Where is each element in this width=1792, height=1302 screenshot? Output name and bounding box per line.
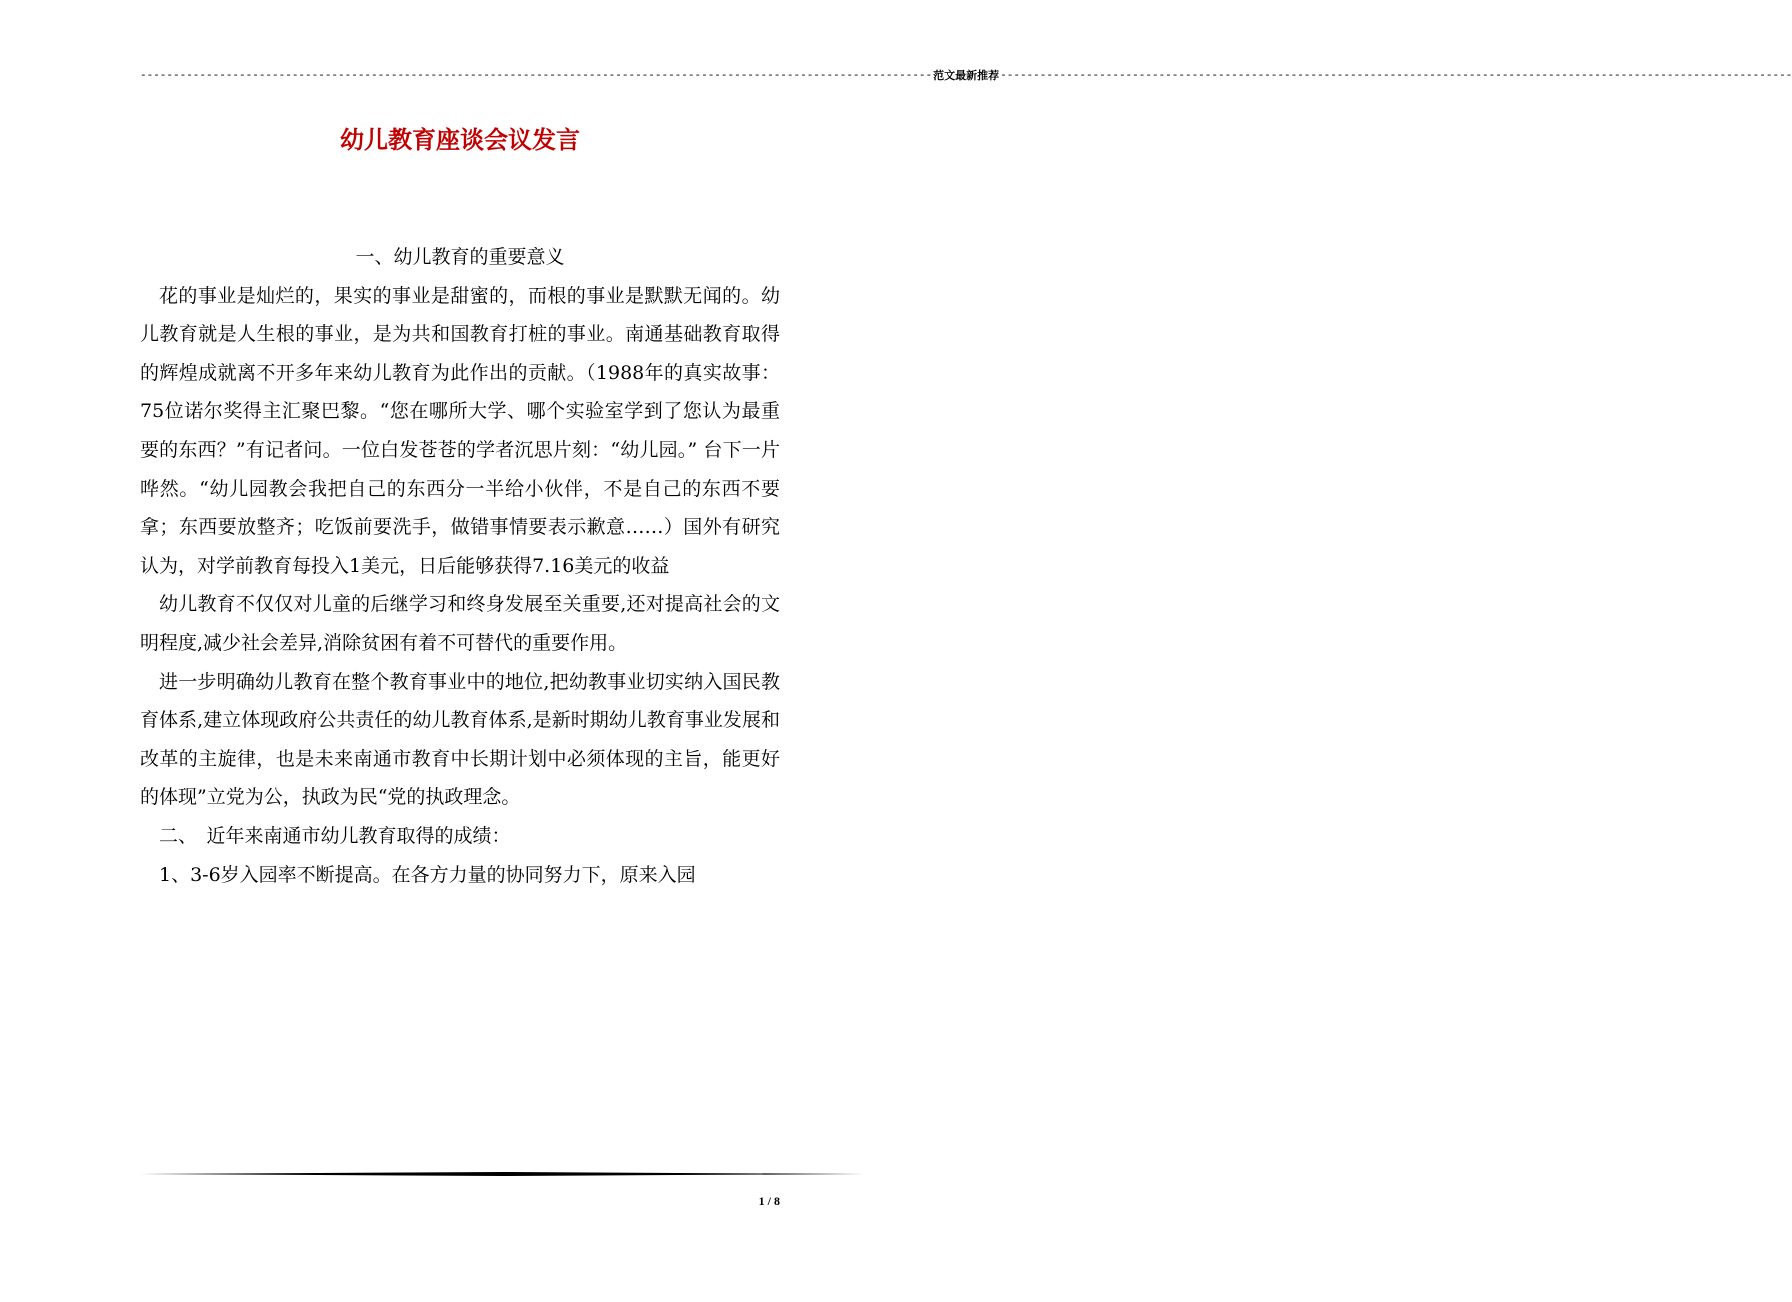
body-paragraph: 1、3-6岁入园率不断提高。在各方力量的协同努力下，原来入园 — [159, 863, 696, 886]
document-title: 幼儿教育座谈会议发言 — [340, 126, 580, 154]
page-number: 1 / 8 — [758, 1194, 780, 1208]
document-body — [140, 238, 780, 894]
body-paragraph: 幼儿教育不仅仅对儿童的后继学习和终身发展至关重要,还对提高社会的文明程度,减少社会差异,消除贫困有着不可替代的重要作用。 — [140, 593, 780, 654]
footer-rule — [140, 1172, 864, 1176]
body-paragraph: 进一步明确幼儿教育在整个教育事业中的地位,把幼教事业切实纳入国民教育体系,建立体现政府公共责任的幼儿教育体系,是新时期幼儿教育事业发展和改革的主旋律，也是未来南通市教育中长期计划中必须体现的主旨，能更好的体现”立党为公，执政为民“党的执政理念。 — [140, 670, 780, 809]
header-dash-right: ------------------------------------------------------------------------------------------------------------------------ — [1000, 70, 1792, 82]
section-heading-1: 一、幼儿教育的重要意义 — [355, 246, 565, 268]
section-heading-2: 二、 近年来南通市幼儿教育取得的成绩： — [159, 824, 511, 847]
page-header — [140, 66, 1792, 86]
header-label: 范文最新推荐 — [933, 69, 1000, 82]
body-paragraph: 花的事业是灿烂的，果实的事业是甜蜜的，而根的事业是默默无闻的。幼儿教育就是人生根的事业，是为共和国教育打桩的事业。南通基础教育取得的辉煌成就离不开多年来幼儿教育为此作出的贡献。（1988年的真实故事：75位诺尔奖得主汇聚巴黎。“您在哪所大学、哪个实验室学到了您认为最重要的东西？”有记者问。一位白发苍苍的学者沉思片刻：“幼儿园。” 台下一片哗然。“幼儿园教会我把自己的东西分一半给小伙伴，不是自己的东西不要拿；东西要放整齐；吃饭前要洗手，做错事情要表示歉意……）国外有研究认为，对学前教育每投入1美元，日后能够获得7.16美元的收益 — [140, 284, 780, 577]
header-dash-left: ------------------------------------------------------------------------------------------------------------------------ — [140, 70, 933, 82]
